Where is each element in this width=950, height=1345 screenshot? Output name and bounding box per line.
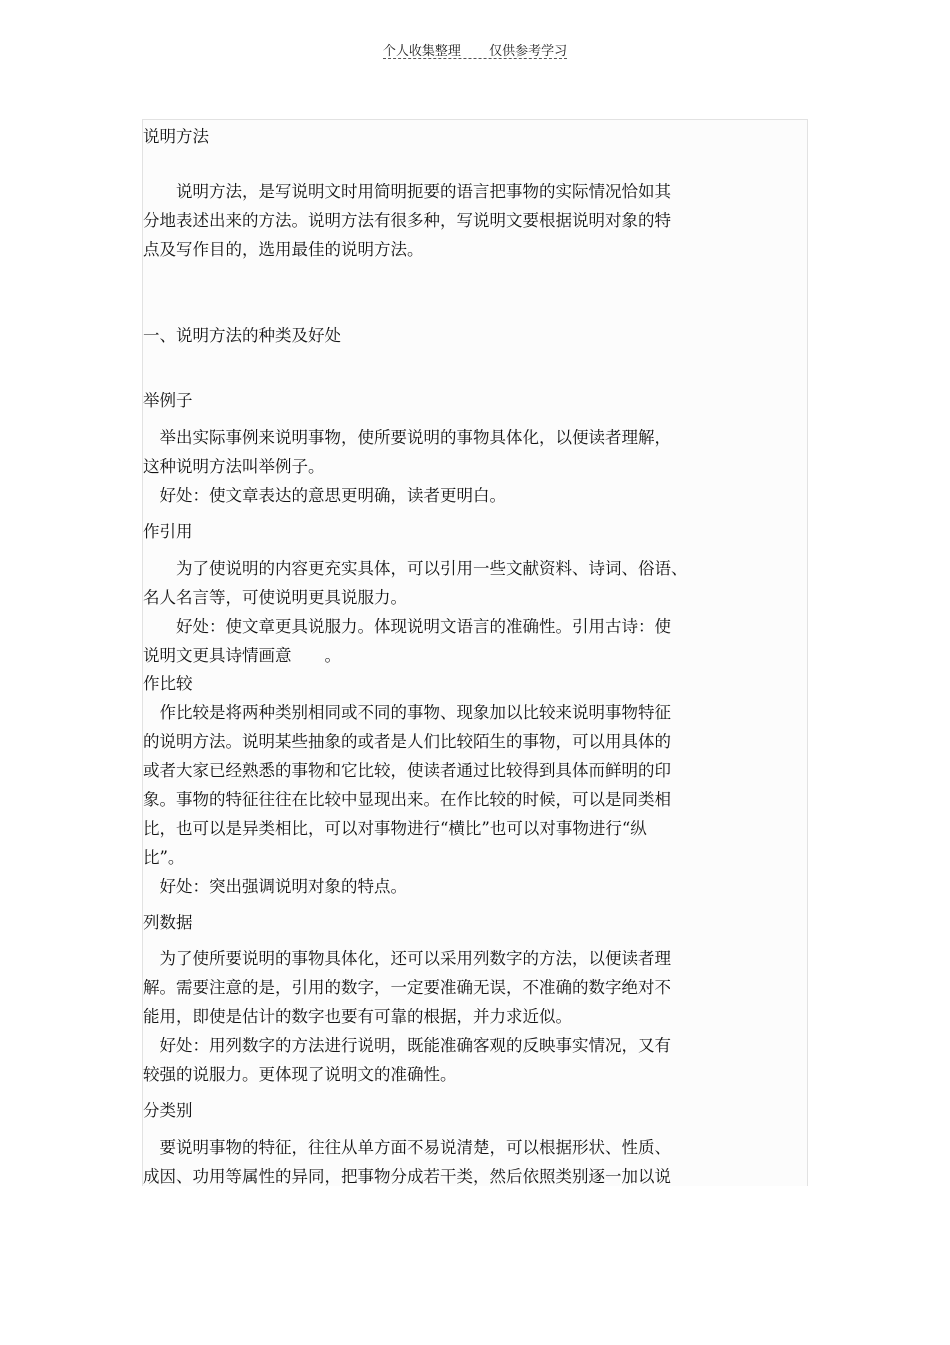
- example-heading: 举例子: [143, 391, 193, 410]
- header-divider: [383, 58, 567, 59]
- paragraph-line: 好处：使文章更具说服力。体现说明文语言的准确性。引用古诗：使: [143, 617, 671, 636]
- paragraph-line: 较强的说服力。更体现了说明文的准确性。: [143, 1065, 457, 1084]
- paragraph-line: 名人名言等，可使说明更具说服力。: [143, 588, 407, 607]
- paragraph-line: 比，也可以是异类相比，可以对事物进行“横比”也可以对事物进行“纵: [143, 819, 647, 838]
- page-header: [0, 40, 950, 59]
- header-left-text: 个人收集整理: [382, 44, 461, 59]
- intro-line: 分地表述出来的方法。说明方法有很多种，写说明文要根据说明对象的特: [143, 211, 671, 230]
- paragraph-line: 为了使所要说明的事物具体化，还可以采用列数字的方法，以便读者理: [143, 949, 671, 968]
- paragraph-line: 举出实际事例来说明事物，使所要说明的事物具体化，以便读者理解，: [143, 428, 671, 447]
- classify-heading: 分类别: [143, 1101, 193, 1120]
- intro-line: 点及写作目的，选用最佳的说明方法。: [143, 240, 424, 259]
- section-heading: 一、说明方法的种类及好处: [143, 326, 341, 345]
- paragraph-line: 要说明事物的特征，往往从单方面不易说清楚，可以根据形状、性质、: [143, 1138, 671, 1157]
- compare-heading: 作比较: [143, 674, 193, 693]
- document-body: [142, 119, 808, 1186]
- numbers-paragraph: [143, 944, 743, 1089]
- compare-paragraph: [143, 698, 743, 901]
- paragraph-line: 解。需要注意的是，引用的数字，一定要准确无误，不准确的数字绝对不: [143, 978, 671, 997]
- quote-paragraph: [143, 554, 743, 670]
- header-right-text: 仅供参考学习: [489, 44, 568, 59]
- paragraph-line: 好处：用列数字的方法进行说明，既能准确客观的反映事实情况，又有: [143, 1036, 671, 1055]
- paragraph-line: 这种说明方法叫举例子。: [143, 457, 325, 476]
- classify-paragraph: [143, 1133, 743, 1186]
- paragraph-line: 好处：使文章表达的意思更明确，读者更明白。: [143, 486, 506, 505]
- paragraph-line: 说明文更具诗情画意 。: [143, 646, 341, 665]
- paragraph-line: 比”。: [143, 848, 185, 867]
- paragraph-line: 成因、功用等属性的异同，把事物分成若干类，然后依照类别逐一加以说: [143, 1167, 671, 1186]
- paragraph-line: 或者大家已经熟悉的事物和它比较，使读者通过比较得到具体而鲜明的印: [143, 761, 671, 780]
- paragraph-line: 为了使说明的内容更充实具体，可以引用一些文献资料、诗词、俗语、: [143, 559, 688, 578]
- paragraph-line: 象。事物的特征往往在比较中显现出来。在作比较的时候，可以是同类相: [143, 790, 671, 809]
- document-title: 说明方法: [143, 127, 209, 146]
- paragraph-line: 能用，即使是估计的数字也要有可靠的根据，并力求近似。: [143, 1007, 572, 1026]
- paragraph-line: 好处：突出强调说明对象的特点。: [143, 877, 407, 896]
- numbers-heading: 列数据: [143, 913, 193, 932]
- paragraph-line: 的说明方法。说明某些抽象的或者是人们比较陌生的事物，可以用具体的: [143, 732, 671, 751]
- paragraph-line: 作比较是将两种类别相同或不同的事物、现象加以比较来说明事物特征: [143, 703, 671, 722]
- example-paragraph: [143, 423, 743, 510]
- intro-line: 说明方法，是写说明文时用简明扼要的语言把事物的实际情况恰如其: [143, 182, 671, 201]
- quote-heading: 作引用: [143, 522, 193, 541]
- intro-paragraph: [143, 177, 743, 264]
